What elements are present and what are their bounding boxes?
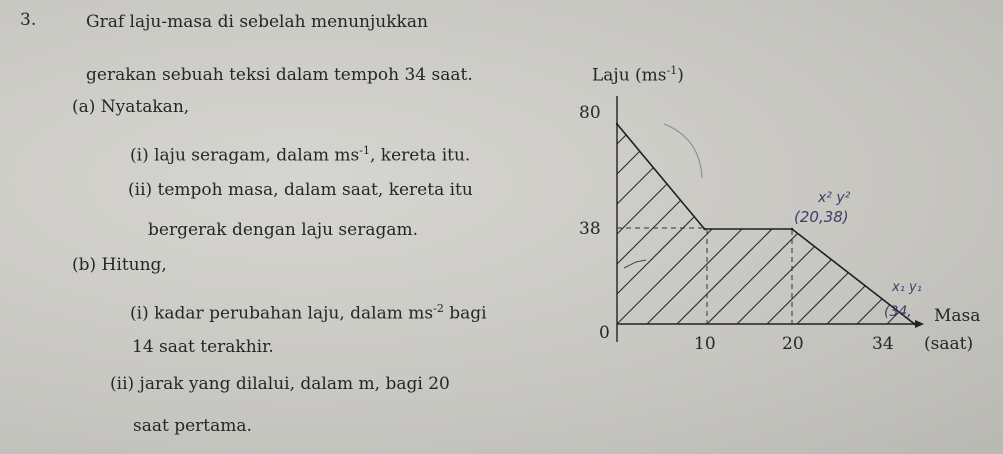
hatch-line (397, 84, 677, 364)
part-b-ii-line-1: (ii) jarak yang dilalui, dalam m, bagi 20 (110, 374, 450, 394)
x-axis-label-line-1: Masa (934, 306, 981, 326)
hatch-line (637, 84, 917, 364)
part-b-heading: (b) Hitung, (72, 255, 167, 275)
hatch-line (517, 84, 797, 364)
data-point (791, 228, 793, 230)
handwritten-end-vars: x₁ y₁ (892, 280, 922, 295)
y-axis-label-text: Laju (ms (592, 65, 667, 86)
x-tick-20: 20 (782, 334, 804, 354)
origin-label: 0 (599, 323, 610, 343)
intro-line-2: gerakan sebuah teksi dalam tempoh 34 saat. (86, 65, 473, 85)
intro-line-1: Graf laju-masa di sebelah menunjukkan (86, 12, 428, 32)
part-a-ii-line-2: bergerak dengan laju seragam. (148, 220, 419, 240)
question-number: 3. (20, 10, 37, 30)
x-axis-arrow (915, 320, 924, 328)
x-tick-34: 34 (872, 334, 894, 354)
shaded-area-hatching (367, 84, 1003, 364)
part-a-i-text: (i) laju seragam, dalam ms (130, 145, 360, 166)
part-b-i-sup: -2 (433, 302, 444, 315)
hatch-line (367, 84, 647, 364)
speed-line (617, 124, 915, 324)
part-b-i-text: (i) kadar perubahan laju, dalam ms (130, 303, 434, 324)
y-tick-80: 80 (579, 103, 601, 123)
handwritten-point-label: (20,38) (794, 208, 849, 226)
data-point (913, 323, 915, 325)
data-point (703, 228, 705, 230)
y-tick-38: 38 (579, 219, 601, 239)
part-b-i-line-2: 14 saat terakhir. (132, 337, 274, 357)
x-axis-label-line-2: (saat) (924, 334, 974, 354)
y-axis-label (592, 64, 684, 86)
hatch-line (487, 84, 767, 364)
part-a-i-end: , kereta itu. (369, 145, 471, 166)
part-a-heading: (a) Nyatakan, (72, 97, 190, 117)
handwritten-point-vars: x² y² (818, 190, 851, 206)
data-point (616, 123, 618, 125)
y-axis-label-sup: -1 (666, 64, 678, 77)
part-a-ii-line-1: (ii) tempoh masa, dalam saat, kereta itu (128, 180, 473, 200)
part-b-ii-line-2: saat pertama. (133, 416, 252, 436)
pencil-arc (664, 124, 702, 178)
hatch-line (997, 84, 1003, 364)
part-b-i-end: bagi (443, 303, 487, 324)
hatch-line (427, 84, 707, 364)
handwritten-end-label: (34, (884, 304, 912, 320)
part-a-i-sup: -1 (359, 144, 370, 157)
annotation-scribble (624, 260, 646, 268)
y-axis-label-end: ) (677, 65, 684, 86)
x-tick-10: 10 (694, 334, 716, 354)
